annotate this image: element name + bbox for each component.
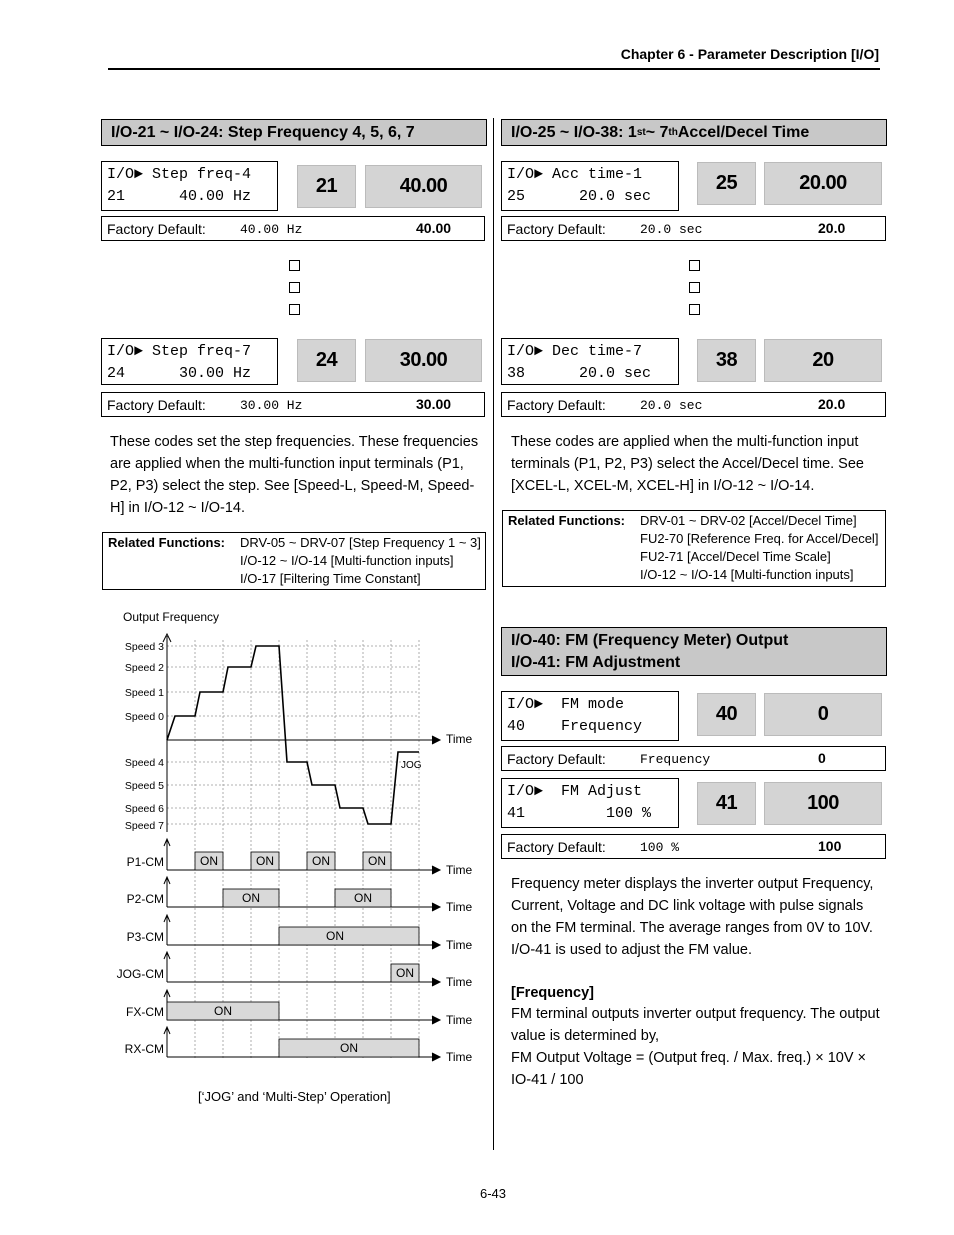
continuation-square	[689, 282, 700, 293]
value-key: 0	[764, 693, 882, 736]
speed-label: Speed 6	[124, 803, 164, 815]
section-title-line: I/O-40: FM (Frequency Meter) Output	[511, 631, 789, 649]
on-label: ON	[326, 929, 344, 943]
signal-label-jog-cm: JOG-CM	[116, 967, 164, 981]
related-function-item: I/O-12 ~ I/O-14 [Multi-function inputs]	[640, 567, 854, 582]
fm-formula-line-2: IO-41 / 100	[511, 1072, 584, 1088]
continuation-square	[689, 304, 700, 315]
value-key: 30.00	[365, 339, 482, 382]
speed-label: Speed 1	[124, 687, 164, 699]
related-functions-box	[502, 510, 886, 587]
factory-default-label: Factory Default:	[107, 221, 206, 237]
speed-label: Speed 3	[124, 641, 164, 653]
lcd-display-fm-adjust	[501, 778, 679, 828]
frequency-description: FM terminal outputs inverter output frequency. The output value is determined by,	[511, 1006, 880, 1044]
diagram-caption: [‘JOG’ and ‘Multi-Step’ Operation]	[198, 1089, 391, 1104]
speed-label: Speed 0	[124, 711, 164, 723]
time-label: Time	[446, 1050, 473, 1064]
on-label: ON	[256, 854, 274, 868]
continuation-square	[289, 260, 300, 271]
step-frequency-description: These codes set the step frequencies. These frequencies are applied when the multi-function input terminals (P1, P2, P3) select the step. See [Speed-L, Speed-M, Speed-H] in I/O-12 ~ I/O-14.	[110, 434, 479, 516]
value-key: 20	[764, 339, 882, 382]
factory-default-label: Factory Default:	[507, 397, 606, 413]
lcd-line-2: 40 Frequency	[507, 718, 643, 735]
column-divider	[493, 118, 494, 1150]
lcd-line-1: I/O► Acc time-1	[507, 166, 643, 183]
continuation-square	[289, 282, 300, 293]
title-sup: st	[636, 127, 646, 138]
factory-default-display: 20.0 sec	[640, 222, 703, 237]
factory-default-value: 0	[818, 750, 826, 766]
on-pulses	[167, 852, 419, 1057]
lcd-display-dec-time-7	[501, 338, 679, 385]
time-label: Time	[446, 900, 473, 914]
factory-default-value: 40.00	[416, 220, 452, 236]
code-key: 25	[697, 162, 756, 205]
signal-axes	[164, 839, 440, 1061]
lcd-line-2: 38 20.0 sec	[507, 365, 652, 382]
lcd-line-2: 24 30.00 Hz	[107, 365, 252, 382]
factory-default-label: Factory Default:	[507, 839, 606, 855]
title-sup: th	[668, 127, 678, 138]
jog-label: JOG	[401, 760, 422, 771]
section-title-step-frequency: I/O-21 ~ I/O-24: Step Frequency 4, 5, 6, 7	[101, 119, 487, 146]
related-function-item: I/O-12 ~ I/O-14 [Multi-function inputs]	[240, 553, 454, 568]
code-key: 41	[697, 782, 756, 825]
page-number: 6-43	[480, 1186, 507, 1201]
time-label: Time	[446, 975, 473, 989]
signal-label-rx-cm: RX-CM	[124, 1042, 164, 1056]
factory-default-label: Factory Default:	[507, 221, 606, 237]
factory-default-display: 20.0 sec	[640, 398, 703, 413]
fm-description: Frequency meter displays the inverter output Frequency, Current, Voltage and DC link voltage with pulse signals on the FM terminal. The average ranges from 0V to 10V. I/O-41 is used to adjust the FM value.	[511, 876, 874, 958]
on-label: ON	[396, 966, 414, 980]
section-title-accel-decel	[501, 119, 887, 146]
related-functions-label: Related Functions:	[108, 535, 226, 550]
factory-default-label: Factory Default:	[507, 751, 606, 767]
factory-default-row	[501, 392, 886, 417]
related-function-item: DRV-05 ~ DRV-07 [Step Frequency 1 ~ 3]	[240, 535, 481, 550]
related-function-item: FU2-70 [Reference Freq. for Accel/Decel]	[640, 531, 879, 546]
signal-label-p3-cm: P3-CM	[126, 930, 164, 944]
on-label: ON	[340, 1041, 358, 1055]
chapter-header: Chapter 6 - Parameter Description [I/O]	[620, 46, 879, 62]
lcd-line-1: I/O► Step freq-7	[107, 343, 252, 360]
fm-formula-line-1: FM Output Voltage = (Output freq. / Max. freq.) × 10V ×	[511, 1050, 867, 1066]
on-label: ON	[312, 854, 330, 868]
on-label: ON	[368, 854, 386, 868]
speed-label: Speed 4	[124, 757, 164, 769]
time-label: Time	[446, 1013, 473, 1027]
factory-default-label: Factory Default:	[107, 397, 206, 413]
code-key: 21	[297, 165, 356, 208]
on-label: ON	[354, 891, 372, 905]
lcd-display-fm-mode	[501, 691, 679, 741]
title-part: ~ 7	[645, 123, 669, 141]
speed-label: Speed 2	[124, 662, 164, 674]
factory-default-value: 20.0	[818, 396, 846, 412]
factory-default-display: 40.00 Hz	[240, 222, 303, 237]
code-key: 38	[697, 339, 756, 382]
signal-label-p2-cm: P2-CM	[126, 892, 164, 906]
factory-default-value: 30.00	[416, 396, 452, 412]
on-label: ON	[200, 854, 218, 868]
continuation-square	[289, 304, 300, 315]
lcd-display-step-freq-7	[101, 338, 278, 385]
code-key: 40	[697, 693, 756, 736]
factory-default-row	[101, 392, 485, 417]
factory-default-row	[501, 834, 886, 859]
lcd-line-1: I/O► Dec time-7	[507, 343, 643, 360]
factory-default-display: Frequency	[640, 752, 711, 767]
on-label: ON	[242, 891, 260, 905]
signal-label-fx-cm: FX-CM	[126, 1005, 164, 1019]
speed-label: Speed 5	[124, 780, 164, 792]
factory-default-row	[501, 216, 886, 241]
time-label: Time	[446, 863, 473, 877]
lcd-line-1: I/O► FM Adjust	[507, 783, 643, 800]
section-title-fm-output	[501, 627, 887, 676]
factory-default-value: 100	[818, 838, 842, 854]
lcd-display-acc-time-1	[501, 161, 679, 211]
value-key: 100	[764, 782, 882, 825]
title-part: Accel/Decel Time	[677, 123, 810, 141]
code-key: 24	[297, 339, 356, 382]
related-function-item: I/O-17 [Filtering Time Constant]	[240, 571, 421, 586]
section-title-line: I/O-41: FM Adjustment	[511, 653, 681, 671]
time-label: Time	[446, 938, 473, 952]
signal-label-p1-cm: P1-CM	[126, 855, 164, 869]
related-function-item: DRV-01 ~ DRV-02 [Accel/Decel Time]	[640, 513, 857, 528]
related-functions-box	[102, 532, 486, 590]
lcd-line-1: I/O► FM mode	[507, 696, 625, 713]
lcd-display-step-freq-4	[101, 161, 278, 211]
factory-default-display: 30.00 Hz	[240, 398, 303, 413]
lcd-line-2: 21 40.00 Hz	[107, 188, 252, 205]
time-label: Time	[446, 732, 473, 746]
continuation-square	[689, 260, 700, 271]
value-key: 20.00	[764, 162, 882, 205]
time-gridlines	[195, 640, 419, 1060]
frequency-heading: [Frequency]	[511, 985, 594, 1001]
factory-default-value: 20.0	[818, 220, 846, 236]
frequency-axes	[163, 634, 440, 832]
factory-default-row	[101, 216, 485, 241]
factory-default-display: 100 %	[640, 840, 680, 855]
jog-multistep-timing-diagram	[100, 600, 490, 1090]
lcd-line-2: 41 100 %	[507, 805, 652, 822]
factory-default-row	[501, 746, 886, 771]
output-frequency-label: Output Frequency	[123, 610, 220, 624]
related-function-item: FU2-71 [Accel/Decel Time Scale]	[640, 549, 831, 564]
accel-decel-description: These codes are applied when the multi-function input terminals (P1, P2, P3) select the Accel/Decel time. See [XCEL-L, XCEL-M, XCEL-H] in I/O-12 ~ I/O-14.	[511, 434, 864, 494]
on-label: ON	[214, 1004, 232, 1018]
related-functions-label: Related Functions:	[508, 513, 626, 528]
header-rule	[108, 68, 880, 70]
lcd-line-1: I/O► Step freq-4	[107, 166, 252, 183]
title-part: I/O-25 ~ I/O-38: 1	[511, 123, 637, 141]
lcd-line-2: 25 20.0 sec	[507, 188, 652, 205]
output-frequency-waveform	[167, 646, 419, 824]
speed-label: Speed 7	[124, 820, 164, 832]
value-key: 40.00	[365, 165, 482, 208]
speed-level-gridlines	[167, 646, 419, 824]
